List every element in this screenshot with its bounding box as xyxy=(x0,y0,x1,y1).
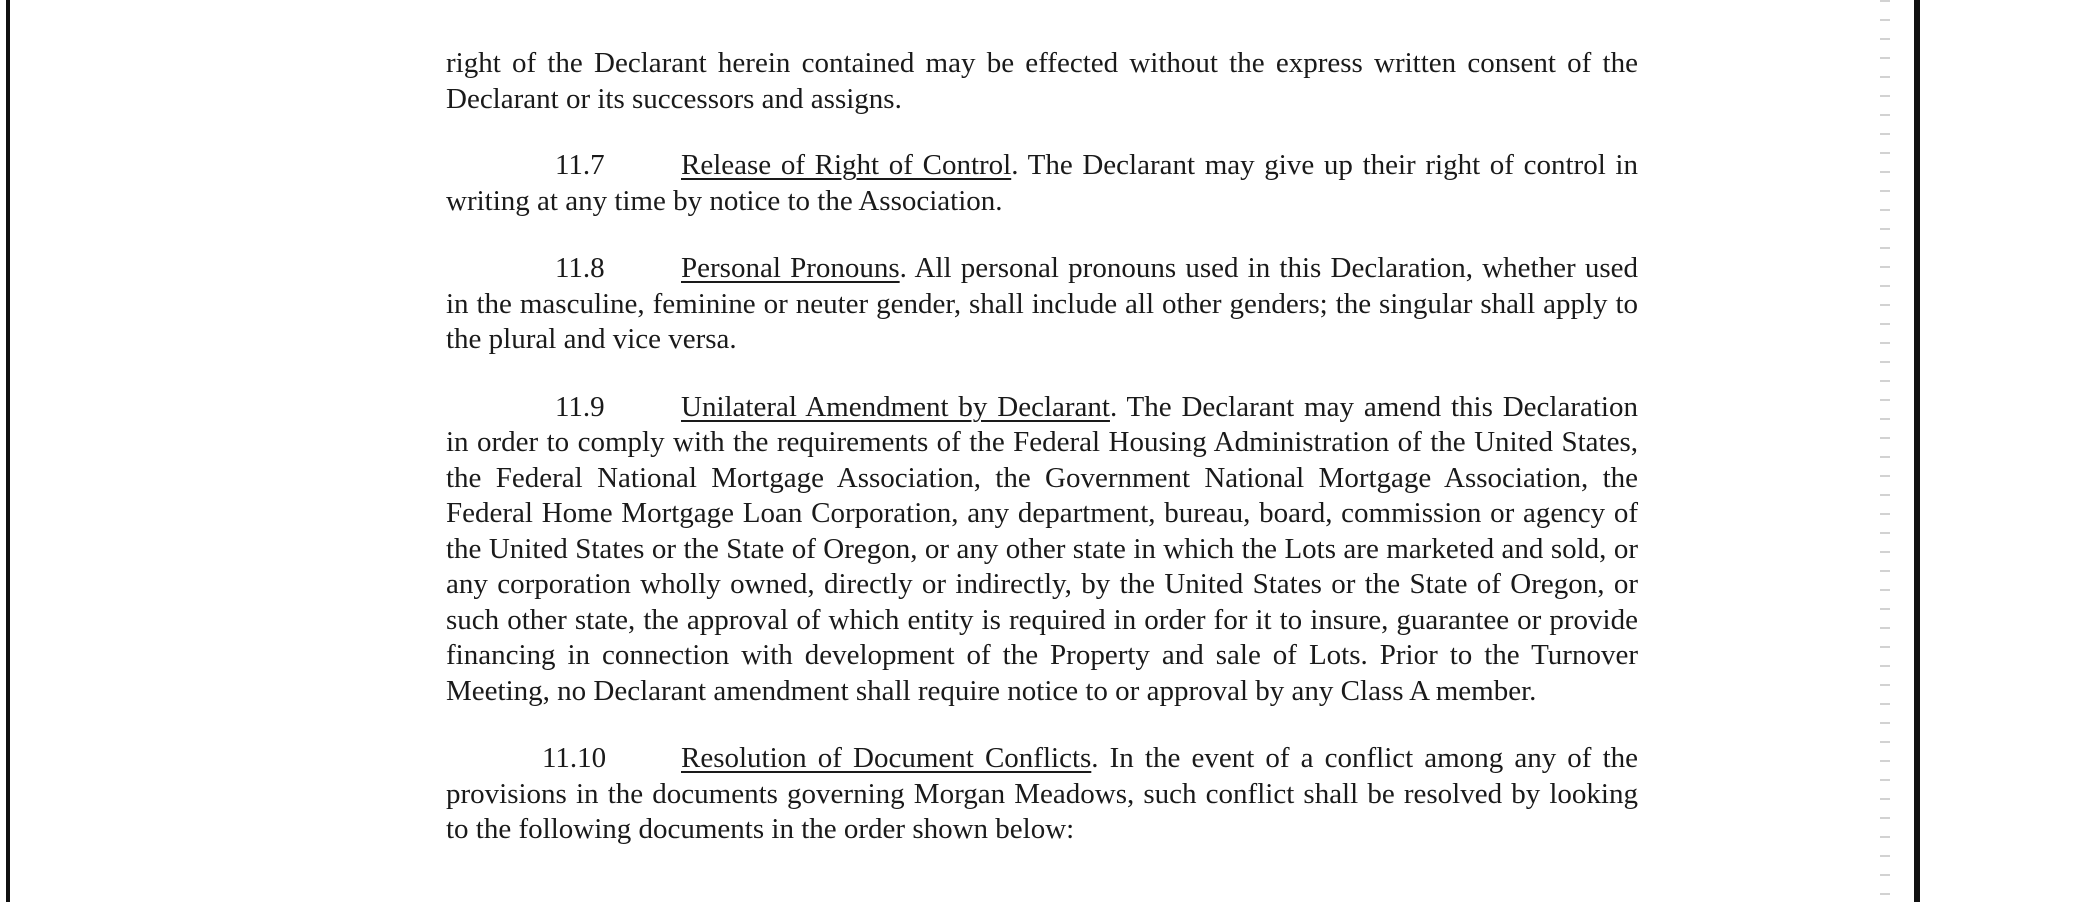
section-text: . The Declarant may give up their right of control in writing at any time by notice to the Association. xyxy=(446,149,1638,217)
section-heading: Personal Pronouns xyxy=(681,252,900,284)
section-11-8 xyxy=(446,251,1638,358)
section-11-9 xyxy=(446,390,1638,710)
paragraph-continuation xyxy=(446,46,1638,117)
page-right-border xyxy=(1914,0,1920,902)
section-text: . In the event of a conflict among any of the provisions in the documents governing Morgan Meadows, such conflict shall be resolved by looking to the following documents in the order shown below: xyxy=(446,742,1639,845)
paragraph-text: right of the Declarant herein contained may be effected without the express written consent of the Declarant or its successors and assigns. xyxy=(446,47,1638,115)
document-body xyxy=(446,46,1638,880)
scan-edge-specks xyxy=(1880,0,1890,902)
section-11-7 xyxy=(446,148,1638,219)
page-left-border xyxy=(6,0,10,902)
section-number: 11.10 xyxy=(542,742,607,774)
section-number: 11.7 xyxy=(555,149,605,181)
section-number: 11.8 xyxy=(555,252,605,284)
section-text: . All personal pronouns used in this Declaration, whether used in the masculine, feminine or neuter gender, shall include all other genders; the singular shall apply to the plural and vice versa. xyxy=(446,252,1638,355)
section-11-10 xyxy=(446,741,1638,848)
section-heading: Resolution of Document Conflicts xyxy=(681,742,1092,774)
section-heading: Unilateral Amendment by Declarant xyxy=(681,390,1110,423)
section-text: . The Declarant may amend this Declaration in order to comply with the requirements of the Federal Housing Administration of the United States, the Federal National Mortgage Association, the Government National Mortgage Association, the Federal Home Mortgage Loan Corporation, any department, bureau, board, commission or agency of the United States or the State of Oregon, or any other state in which the Lots are marketed and sold, or any corporation wholly owned, directly or indirectly, by the United States or the State of Oregon, or such other state, the approval of which entity is required in order for it to insure, guarantee or provide financing in connection with development of the Property and sale of Lots. Prior to the Turnover Meeting, no Declarant amendment shall require notice to or approval by any Class A member. xyxy=(446,390,1638,707)
section-number: 11.9 xyxy=(555,390,605,423)
section-heading: Release of Right of Control xyxy=(681,149,1012,181)
